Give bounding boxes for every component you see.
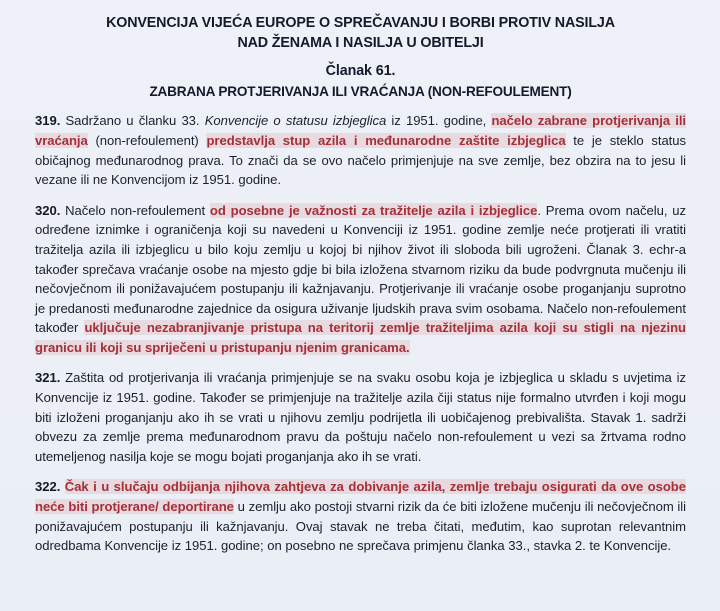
body-text-run: . Prema ovom načelu, uz određene iznimke i ograničenja koji su navedeni u Konvenciji iz 1951. godine zemlje neće protjerati ili vratiti tražitelja azila ili izbjeglicu u bilo koju zemlju u kojoj bi njihov život ili sloboda bili ugroženi. Članak 3. echr-a također sprečava vraćanje osobe na mjesto gdje bi bila izložena stvarnom riziku da bude podvrgnuta mučenju ili nečovječnom ili ponižavajućem postupanju ili kažnjavanju. Protjerivanje ili vraćanje osobe proganjanju suprotno je predanosti međunarodne zajednice da osigura uživanje ljudskih prava svim osobama. Načelo non-refoulement također: [35, 202, 687, 336]
body-text-run: iz 1951. godine,: [386, 113, 492, 129]
highlighted-text: uključuje nezabranjivanje pristupa na teritorij zemlje tražiteljima azila koji su stigli na njezinu granicu ili koji su spriječeni u pristupanju njenim granicama.: [35, 320, 687, 355]
paragraph-number: 320.: [35, 202, 61, 218]
document-header: [35, 13, 686, 101]
body-text-run: Sadržano u članku 33.: [60, 113, 205, 129]
paragraph-number: 321.: [35, 370, 61, 386]
italic-citation: Konvencije o statusu izbjeglica: [204, 113, 387, 129]
document-title-line-1: KONVENCIJA VIJEĆA EUROPE O SPREČAVANJU I BORBI PROTIV NASILJA: [106, 15, 615, 31]
paragraph-319: [35, 111, 686, 189]
body-text-run: Zaštita od protjerivanja ili vraćanja primjenjuje se na svaku osobu koja je izbjeglica u skladu s uvjetima iz Konvencije iz 1951. godine. Također se primjenjuje na tražitelje azila čiji status nije formalno utvrđen i koji mogu biti izloženi proganjanju ako ih se vrati u njihovu zemlju podrijetla ili uobičajenog prebivališta. Stavak 1. sadrži obvezu za zemlje prema međunarodnom pravu da poštuju načelo non-refoulement u vezi sa žrtvama rodno utemeljenog nasilja koje se mogu bojati proganjanja ako ih se vrati.: [35, 370, 686, 464]
article-number: Članak 61.: [325, 62, 396, 79]
paragraph-322: [35, 477, 686, 555]
highlighted-text: načelo zabrane protjerivanja ili vraćanja: [35, 113, 687, 148]
article-title: ZABRANA PROTJERIVANJA ILI VRAĆANJA (NON-REFOULEMENT): [149, 84, 572, 100]
highlighted-text: od posebne je važnosti za tražitelje azila i izbjeglice: [209, 202, 538, 218]
body-text-run: te je steklo status običajnog međunarodnog prava. To znači da se ovo načelo primjenjuje na sve zemlje, bez obzira na to jesu li vezane ili ne Konvencijom iz 1951. godine.: [35, 132, 686, 188]
paragraph-number: 322.: [35, 479, 61, 495]
body-text-run: Načelo non-refoulement: [60, 202, 210, 218]
paragraph-320: [35, 201, 686, 358]
document-title: [35, 13, 686, 54]
paragraph-321: [35, 368, 686, 466]
document-body: [35, 111, 686, 555]
document-title-line-2: NAD ŽENAMA I NASILJA U OBITELJI: [237, 35, 484, 52]
body-text-run: (non-refoulement): [87, 132, 207, 148]
body-text-run: u zemlju ako postoji stvarni rizik da će biti izložene mučenju ili nečovječnom ili ponižavajućem postupanju ili kažnjavanju. Ovaj stavak ne treba čitati, međutim, kao suprotan relevantnim odredbama Konvencije iz 1951. godine; on posebno ne sprečava primjenu članka 33., stavka 2. te Konvencije.: [35, 499, 686, 554]
paragraph-number: 319.: [35, 113, 61, 129]
highlighted-text: Čak i u slučaju odbijanja njihova zahtjeva za dobivanje azila, zemlje trebaju osigurati da ove osobe neće biti protjerane/ deportirane: [35, 479, 686, 515]
highlighted-text: predstavlja stup azila i međunarodne zaštite izbjeglica: [206, 132, 566, 148]
